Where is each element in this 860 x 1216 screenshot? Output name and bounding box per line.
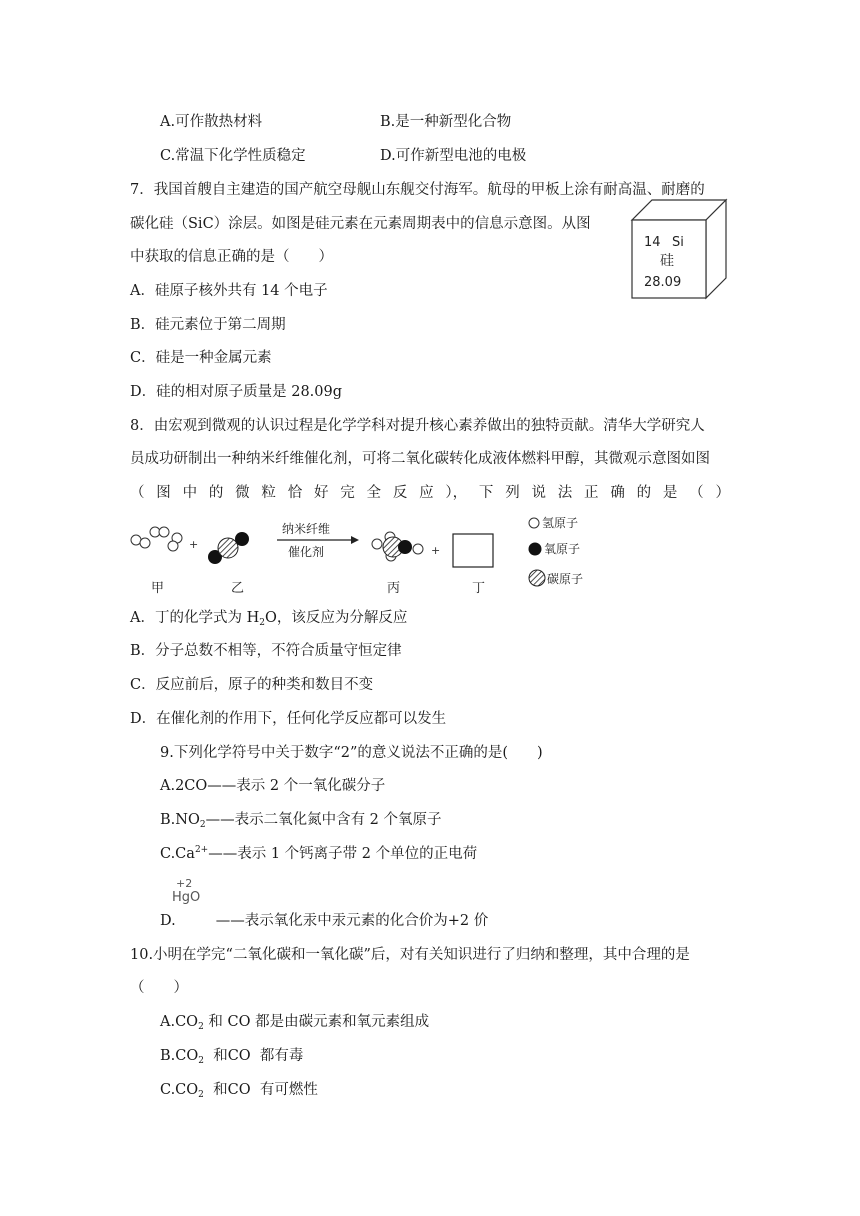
q8-stem-line3-char: 反 (392, 485, 408, 501)
q9-option-a: A.2CO——表示 2 个一氧化碳分子 (160, 778, 386, 794)
q8-stem-line3-char: 列 (505, 485, 520, 501)
q8-stem-line3-char: 好 (313, 485, 329, 501)
hgo-formula: HgO (172, 890, 201, 905)
q8-stem-line3-char: 是 (662, 485, 678, 501)
product-bing (372, 532, 423, 561)
q8-stem-line1: 8．由宏观到微观的认识过程是化学学科对提升核心素养做出的独特贡献。清华大学研究人 (130, 418, 705, 434)
q9-option-b: $B.NO_2——$表示二氧化氮中含有 2 个氧原子 (160, 812, 442, 830)
q6-option-b: B.是一种新型化合物 (380, 114, 512, 130)
q8-stem-line3-char: 应 (419, 485, 434, 501)
q6-option-a: A.可作散热材料 (160, 114, 263, 130)
q10-stem-paren: （ ） (130, 980, 188, 996)
reactant-jia (131, 527, 182, 551)
q8-option-c: C．反应前后，原子的种类和数目不变 (130, 677, 374, 693)
q8-stem-line3-char: 的 (636, 485, 652, 501)
hgo-valence: +2 (176, 877, 193, 890)
q10-option-c: $C.CO_2$ 和CO 有可燃性 (160, 1082, 318, 1100)
q8-option-d: D．在催化剂的作用下，任何化学反应都可以发生 (130, 711, 447, 727)
q8-stem-line3-char: 的 (208, 485, 224, 501)
q8-stem-line3-char: 正 (584, 485, 599, 501)
q8-stem-line3 (130, 483, 730, 503)
element-mass: 28.09 (644, 275, 682, 290)
q7-stem-line2: 碳化硅（SiC）涂层。如图是硅元素在元素周期表中的信息示意图。从图 (130, 216, 591, 232)
q7-stem-line3: 中获取的信息正确的是（ ） (130, 249, 333, 265)
legend-oxygen: 氧原子 (544, 542, 581, 556)
legend (529, 516, 584, 586)
q8-option-a: A．丁的化学式为 $H_2O$，该反应为分解反应 (130, 610, 408, 628)
q9-option-d: D. ——表示氧化汞中汞元素的化合价为+2 价 (160, 913, 489, 929)
q7-option-b: B．硅元素位于第二周期 (130, 317, 286, 333)
element-symbol: Si (672, 235, 684, 250)
q8-stem-line3-char: （ (689, 485, 704, 501)
q8-stem-line3-char: 恰 (287, 485, 303, 501)
element-name: 硅 (660, 253, 674, 269)
q8-stem-line3-char: 中 (182, 485, 198, 501)
q8-stem-line3-char: 粒 (261, 485, 276, 501)
q8-stem-line3-char: 全 (366, 485, 382, 501)
label-jia: 甲 (151, 581, 165, 596)
element-number: 14 (644, 235, 661, 250)
q8-stem-line3-char: 确 (610, 485, 625, 501)
product-ding-box (453, 534, 493, 567)
q8-stem-line3-char: 下 (478, 485, 494, 501)
q8-stem-line3-char: ） (715, 485, 730, 501)
q7-stem-line1: 7．我国首艘自主建造的国产航空母舰山东舰交付海军。航母的甲板上涂有耐高温、耐磨的 (130, 182, 705, 198)
q8-stem-line3-char: 图 (156, 485, 171, 501)
q8-stem-line3-char: 法 (557, 485, 573, 501)
legend-hydrogen: 氢原子 (542, 516, 579, 530)
q10-option-b: $B.CO_2$ 和CO 都有毒 (160, 1048, 304, 1066)
q8-stem-line3-char: 说 (531, 485, 546, 501)
plus-sign-1: + (189, 538, 199, 551)
q8-stem-line3-char: 完 (340, 485, 355, 501)
reaction-diagram (125, 512, 605, 604)
legend-carbon: 碳原子 (547, 572, 584, 586)
q7-option-d: D．硅的相对原子质量是 28.09g (130, 384, 343, 400)
q9-stem: 9.下列化学符号中关于数字“2”的意义说法不正确的是( ) (160, 745, 543, 761)
q8-option-b: B．分子总数不相等，不符合质量守恒定律 (130, 643, 402, 659)
q10-option-a: $A.CO_2$ 和 CO 都是由碳元素和氧元素组成 (160, 1014, 430, 1032)
q7-option-a: A．硅原子核外共有 14 个电子 (130, 283, 328, 299)
reactant-yi (208, 532, 249, 564)
q9-option-c: $C.Ca^{2+}——$表示 1 个钙离子带 2 个单位的正电荷 (160, 845, 478, 862)
q8-stem-line3-char: ）， (445, 485, 468, 501)
q10-stem: 10.小明在学完“二氧化碳和一氧化碳”后，对有关知识进行了归纳和整理，其中合理的是 (130, 947, 690, 963)
q6-option-d: D.可作新型电池的电极 (380, 148, 527, 164)
q6-option-c: C.常温下化学性质稳定 (160, 148, 306, 164)
q7-option-c: C．硅是一种金属元素 (130, 350, 272, 366)
label-ding: 丁 (472, 581, 486, 596)
q8-stem-line3-char: （ (130, 485, 145, 501)
label-yi: 乙 (231, 581, 245, 596)
silicon-element-cell (630, 198, 730, 304)
q8-stem-line2: 员成功研制出一种纳米纤维催化剂，可将二氧化碳转化成液体燃料甲醇，其微观示意图如图 (130, 451, 710, 467)
q8-stem-line3-char: 微 (235, 485, 250, 501)
arrow-top-label: 纳米纤维 (282, 522, 331, 536)
label-bing: 丙 (387, 581, 401, 596)
plus-sign-2: + (431, 544, 441, 557)
arrow-bottom-label: 催化剂 (288, 545, 325, 559)
